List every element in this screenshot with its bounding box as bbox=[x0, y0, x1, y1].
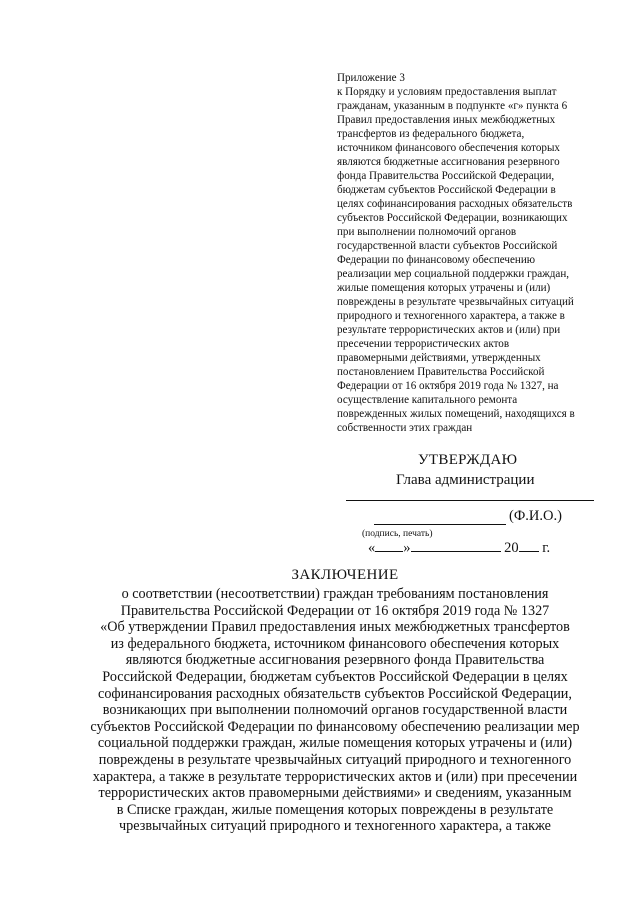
date-year: 20 bbox=[504, 540, 519, 556]
appendix-line: являются бюджетные ассигнования резервного bbox=[337, 156, 560, 168]
day-blank bbox=[375, 539, 403, 552]
appendix-line: Правил предоставления иных межбюджетных bbox=[337, 114, 556, 126]
conclusion-line: субъектов Российской Федерации по финансовому обеспечению реализации мер bbox=[90, 718, 580, 735]
conclusion-line: из федерального бюджета, источником финансового обеспечения которых bbox=[110, 635, 560, 652]
conclusion-line: «Об утверждении Правил предоставления иных межбюджетных трансфертов bbox=[100, 619, 570, 636]
conclusion-line: социальной поддержки граждан, жилые помещения которых утрачены и (или) bbox=[97, 735, 573, 752]
conclusion-line: о соответствии (несоответствии) граждан требованиям постановления bbox=[121, 586, 549, 602]
appendix-line: трансфертов из федерального бюджета, bbox=[337, 128, 525, 140]
appendix-line: природного и техногенного характера, а также в bbox=[337, 310, 565, 322]
date-open-quote: « bbox=[368, 540, 376, 556]
appendix-line: постановлением Правительства Российской bbox=[337, 366, 545, 378]
appendix-line: субъектов Российской Федерации, возникающих bbox=[337, 212, 568, 224]
approval-position: Глава администрации bbox=[396, 472, 535, 488]
appendix-line: правомерными действиями, утвержденных bbox=[337, 352, 541, 364]
conclusion-line: Российской Федерации, бюджетам субъектов Российской Федерации в целях bbox=[102, 668, 568, 685]
appendix-line: Федерации от 16 октября 2019 года № 1327, на bbox=[337, 380, 559, 392]
appendix-line: государственной власти субъектов Российской bbox=[337, 240, 558, 252]
appendix-line: реализации мер социальной поддержки граждан, bbox=[337, 268, 570, 280]
appendix-line: фонда Правительства Российской Федерации, bbox=[337, 170, 555, 182]
appendix-line: повреждены в результате чрезвычайных ситуаций bbox=[337, 296, 574, 308]
conclusion-line: являются бюджетные ассигнования резервного фонда Правительства bbox=[125, 652, 545, 669]
date-row bbox=[368, 539, 550, 557]
appendix-line: осуществление капитального ремонта bbox=[337, 394, 518, 406]
appendix-line: результате террористических актов и (или) при bbox=[337, 324, 561, 336]
signature-line bbox=[346, 500, 594, 501]
conclusion-body bbox=[60, 586, 610, 835]
conclusion-line: возникающих при выполнении полномочий органов государственной власти bbox=[102, 702, 568, 719]
appendix-line: источником финансового обеспечения которых bbox=[337, 142, 560, 154]
fio-label: (Ф.И.О.) bbox=[509, 508, 562, 524]
date-suffix: г. bbox=[542, 540, 551, 556]
appendix-line: при выполнении полномочий органов bbox=[337, 226, 517, 238]
conclusion-line: Правительства Российской Федерации от 16 октября 2019 года № 1327 bbox=[120, 602, 550, 619]
conclusion-line: в Списке граждан, жилые помещения которых повреждены в результате bbox=[116, 801, 554, 818]
appendix-line: собственности этих граждан bbox=[337, 422, 473, 434]
appendix-line: целях софинансирования расходных обязательств bbox=[337, 198, 573, 210]
date-close-quote: » bbox=[403, 540, 411, 556]
appendix-line: гражданам, указанным в подпункте «г» пункта 6 bbox=[337, 100, 568, 112]
year-blank bbox=[519, 539, 539, 552]
conclusion-line: чрезвычайных ситуаций природного и техногенного характера, а также bbox=[119, 818, 551, 835]
appendix-line: Федерации по финансовому обеспечению bbox=[337, 254, 536, 266]
appendix-line: бюджетам субъектов Российской Федерации в bbox=[337, 184, 556, 196]
appendix-line: к Порядку и условиям предоставления выплат bbox=[337, 86, 557, 98]
name-line bbox=[374, 524, 506, 525]
conclusion-title: ЗАКЛЮЧЕНИЕ bbox=[291, 567, 399, 583]
conclusion-line: повреждены в результате чрезвычайных ситуаций природного и техногенного bbox=[98, 751, 572, 768]
conclusion-line: характера, а также в результате террористических актов и (или) при пресечении bbox=[92, 768, 578, 785]
appendix-line: жилые помещения которых утрачены и (или) bbox=[337, 282, 551, 294]
conclusion-line: софинансирования расходных обязательств субъектов Российской Федерации, bbox=[98, 685, 572, 702]
conclusion-line: террористических актов правомерными действиями» и сведениям, указанным bbox=[98, 785, 572, 802]
approval-title: УТВЕРЖДАЮ bbox=[418, 452, 518, 468]
appendix-block bbox=[337, 71, 623, 435]
month-blank bbox=[411, 539, 501, 552]
signature-note: (подпись, печать) bbox=[362, 529, 433, 539]
appendix-line: поврежденных жилых помещений, находящихся в bbox=[337, 408, 575, 420]
appendix-line: Приложение 3 bbox=[337, 72, 405, 84]
appendix-line: пресечении террористических актов bbox=[337, 338, 510, 350]
